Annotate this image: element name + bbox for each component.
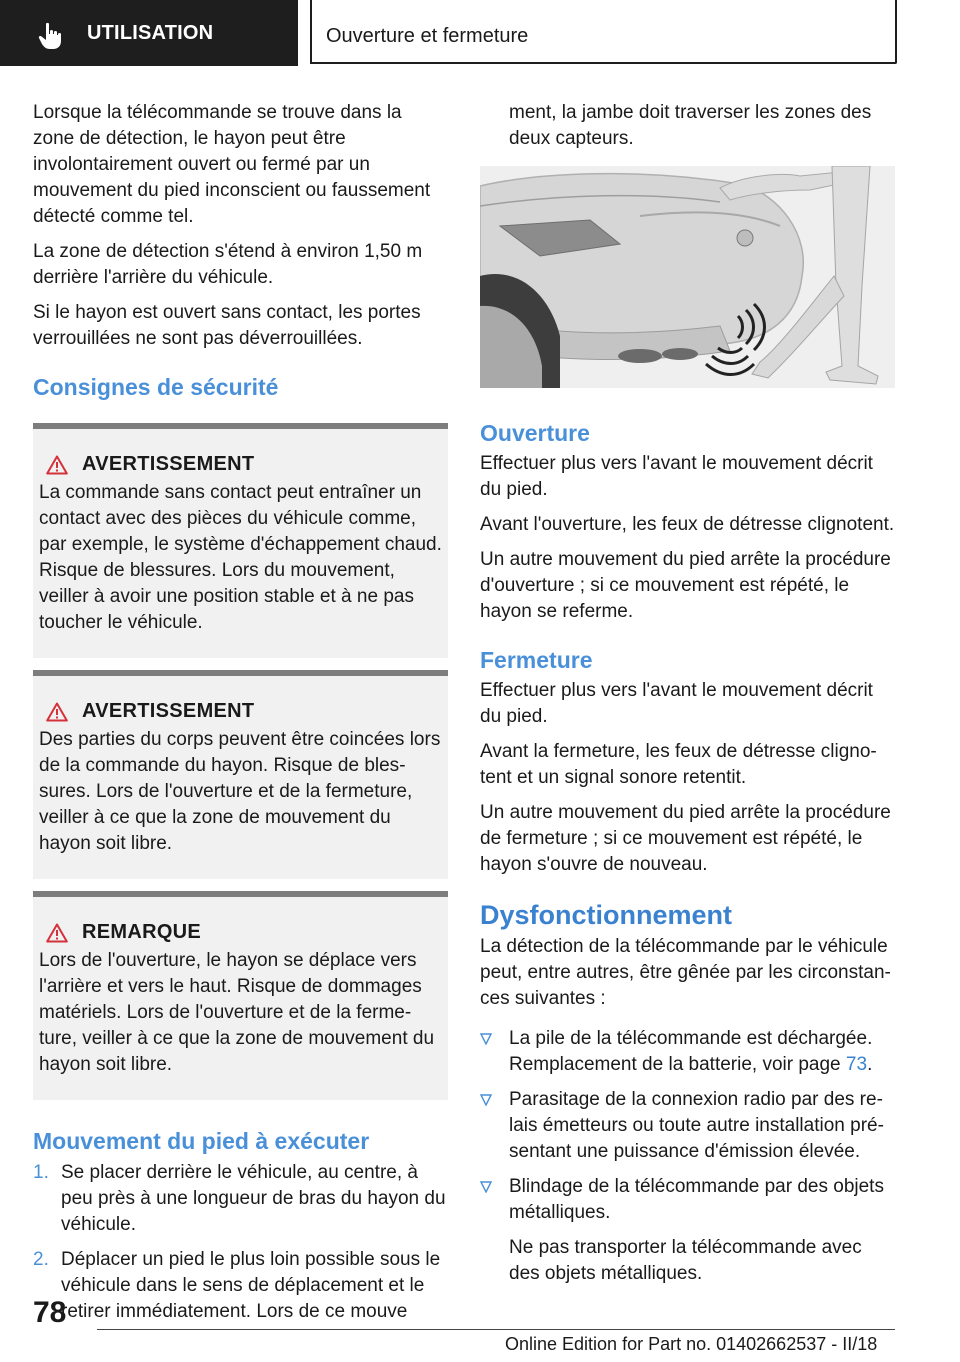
ouverture-heading: Ouverture xyxy=(480,420,590,446)
notice-box xyxy=(33,891,448,1100)
bullet-text-end: . xyxy=(867,1054,873,1075)
footer-divider xyxy=(97,1329,895,1330)
page-header xyxy=(0,0,960,66)
intro-paragraph: Si le hayon est ouvert sans contact, les portes verrouillées ne sont pas déverrouillées. xyxy=(33,302,421,349)
left-column xyxy=(33,100,448,1334)
step-text: Se placer derrière le véhicule, au centre, à peu près à une longueur de bras du hayon du véhicule. xyxy=(61,1162,446,1235)
topic-tab xyxy=(310,0,897,64)
triangle-bullet-icon xyxy=(480,1094,492,1106)
fermeture-heading: Fermeture xyxy=(480,647,593,673)
step-text: Déplacer un pied le plus loin possible sous le véhicule dans le sens de déplacement et le retirer immédiatement. Lors de ce mouve xyxy=(61,1249,441,1322)
fermeture-paragraph: Avant la fermeture, les feux de détresse clignotent et un signal sonore retentit. xyxy=(480,741,877,788)
steps-list xyxy=(33,1160,448,1325)
dysfonctionnement-intro: La détection de la télécommande par le véhicule peut, entre autres, être gênée par les circonstances suivantes : xyxy=(480,936,891,1009)
bullet-text: Parasitage de la connexion radio par des relais émetteurs ou toute autre installation présentant une puissance d'émission élevée. xyxy=(509,1089,884,1162)
bullet-text: Blindage de la télécommande par des objets métalliques. xyxy=(509,1176,884,1223)
warning-text: La commande sans contact peut entraîner un contact avec des pièces du véhicule comme, par exemple, le système d'échappement chaud. Risque de blessures. Lors du mouvement, veiller à avoir une position stable et à ne pas toucher le véhicule. xyxy=(39,482,442,633)
list-item xyxy=(33,1247,448,1325)
page-link[interactable]: 73 xyxy=(845,1054,868,1075)
fermeture-paragraph: Un autre mouvement du pied arrête la procédure de fermeture ; si ce mouvement est répété, le hayon s'ouvre de nouveau. xyxy=(480,802,891,875)
notice-text: Lors de l'ouverture, le hayon se déplace vers l'arrière et vers le haut. Risque de dommages matériels. Lors de l'ouverture et de la fermeture, veiller à ce que la zone de mouvement du hayon soit libre. xyxy=(39,950,435,1075)
triangle-bullet-icon xyxy=(480,1033,492,1045)
list-item xyxy=(480,1026,895,1078)
right-column xyxy=(480,100,895,1296)
foot-gesture-illustration xyxy=(480,166,895,388)
safety-heading: Consignes de sécurité xyxy=(33,374,279,400)
step-continuation: ment, la jambe doit traverser les zones des deux capteurs. xyxy=(509,102,872,149)
fermeture-paragraph: Effectuer plus vers l'avant le mouvement décrit du pied. xyxy=(480,680,873,727)
notice-title: REMARQUE xyxy=(82,921,202,943)
warning-triangle-icon xyxy=(46,923,68,943)
ouverture-paragraph: Avant l'ouverture, les feux de détresse clignotent. xyxy=(480,514,895,535)
warning-title: AVERTISSEMENT xyxy=(82,453,255,475)
warning-text: Des parties du corps peuvent être coincées lors de la commande du hayon. Risque de blessures. Lors de l'ouverture et de la fermeture, veiller à ce que la zone de mouvement du hayon soit libre. xyxy=(39,729,441,854)
step-number: 1. xyxy=(33,1162,49,1183)
topic-title: Ouverture et fermeture xyxy=(326,25,529,47)
list-item xyxy=(33,1160,448,1238)
car-rear-illustration xyxy=(480,166,895,388)
ouverture-paragraph: Effectuer plus vers l'avant le mouvement décrit du pied. xyxy=(480,453,873,500)
intro-paragraph: Lorsque la télécommande se trouve dans la zone de détection, le hayon peut être involontairement ouvert ou fermé par un mouvement du pied inconscient ou faussement détecté comme tel. xyxy=(33,102,431,227)
dysfonctionnement-heading: Dysfonctionnement xyxy=(480,900,733,930)
section-tab xyxy=(0,0,298,66)
page-number: 78 xyxy=(33,1296,67,1329)
bullet-extra: Ne pas transporter la télécommande avec des objets métalliques. xyxy=(509,1237,862,1284)
warning-box xyxy=(33,423,448,658)
list-item xyxy=(480,1087,895,1165)
warning-box xyxy=(33,670,448,879)
edition-note: Online Edition for Part no. 01402662537 - II/18 xyxy=(505,1334,878,1354)
warning-triangle-icon xyxy=(46,455,68,475)
bullet-text: La pile de la télécommande est déchargée. Remplacement de la batterie, voir page xyxy=(509,1028,873,1075)
warning-triangle-icon xyxy=(46,702,68,722)
triangle-bullet-icon xyxy=(480,1181,492,1193)
warning-title: AVERTISSEMENT xyxy=(82,700,255,722)
intro-paragraph: La zone de détection s'étend à environ 1,50 m derrière l'arrière du véhicule. xyxy=(33,241,423,288)
step-number: 2. xyxy=(33,1249,49,1270)
list-item xyxy=(480,1174,895,1287)
ouverture-paragraph: Un autre mouvement du pied arrête la procédure d'ouverture ; si ce mouvement est répété, le hayon se referme. xyxy=(480,549,891,622)
causes-list xyxy=(480,1026,895,1287)
hand-pointer-icon xyxy=(38,22,64,50)
foot-movement-heading: Mouvement du pied à exécuter xyxy=(33,1128,370,1154)
section-title: UTILISATION xyxy=(87,22,214,44)
